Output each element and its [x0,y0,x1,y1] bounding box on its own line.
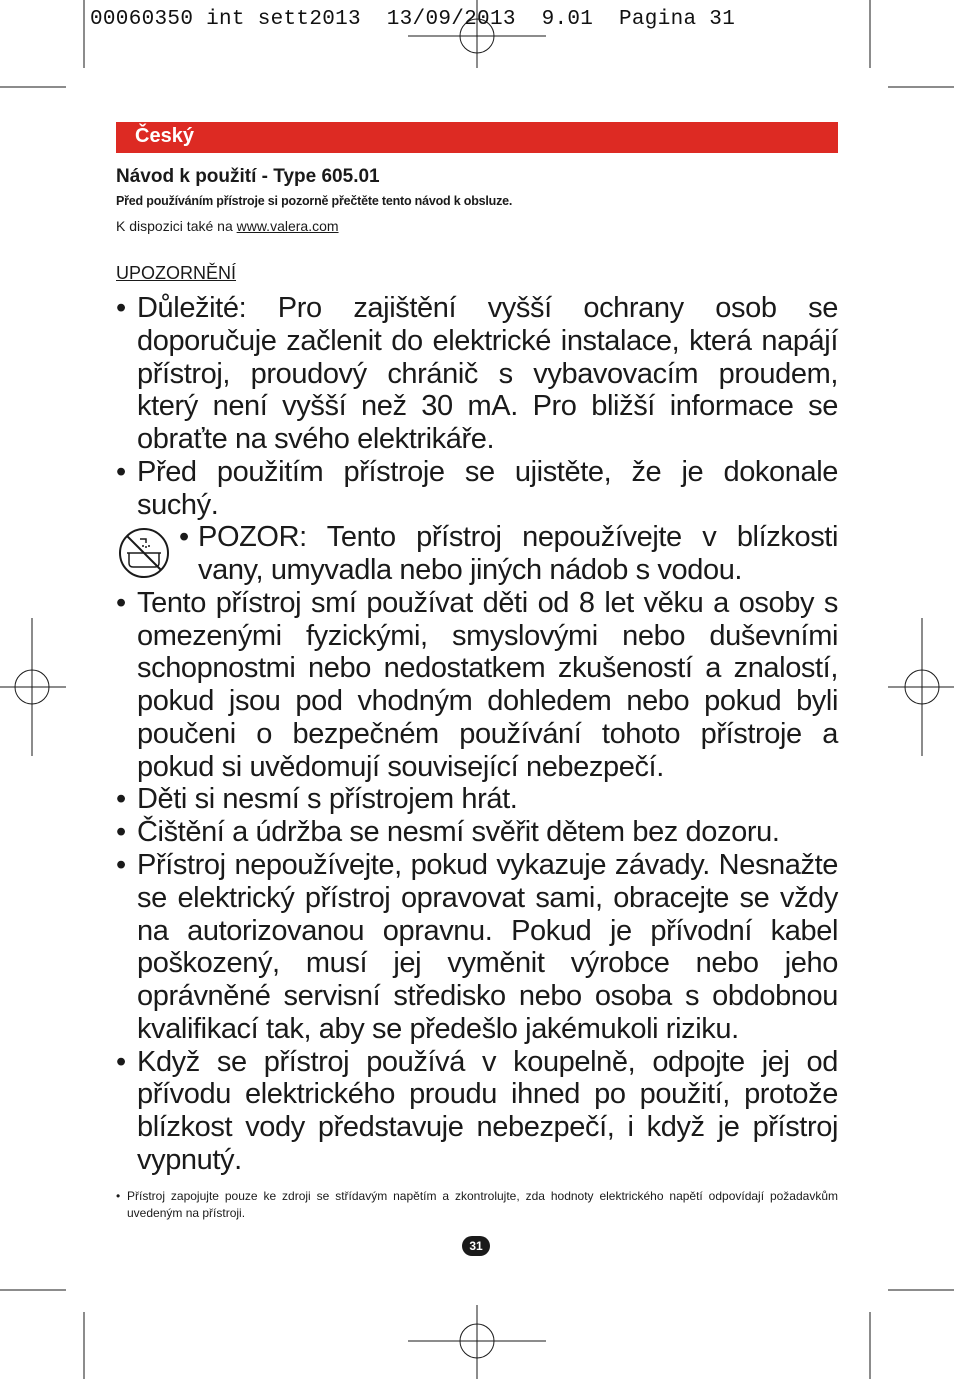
bullet: • [116,586,126,619]
list-item-text: Když se přístroj používá v koupelně, odpojte jej od přívodu elektrického proudu ihned po použití, protože blízkost vody představuje nebezpečí, i když je přístroj vypnutý. [137,1045,838,1176]
list-item [116,849,838,1046]
manual-title: Návod k použití - Type 605.01 [116,166,380,187]
list-item-text: Čištění a údržba se nesmí svěřit dětem bez dozoru. [137,816,780,849]
language-label: Český [135,125,194,147]
bullet: • [116,849,126,882]
website-link[interactable]: www.valera.com [236,218,339,234]
footnote [116,1188,838,1222]
bullet: • [116,1189,121,1203]
list-item [116,816,838,849]
footnote-text: Přístroj zapojujte pouze ke zdroji se střídavým napětím a zkontrolujte, zda hodnoty elektrického napětí odpovídají požadavkům uvedeným na přístroji. [127,1189,838,1220]
bullet: • [116,292,126,324]
printer-slug: 00060350 int sett2013 13/09/2013 9.01 Pagina 31 [90,8,736,31]
availability-line [116,218,339,234]
list-item-text: Před použitím přístroje se ujistěte, že je dokonale suchý. [137,455,838,521]
list-item-text: Přístroj nepoužívejte, pokud vykazuje závady. Nesnažte se elektrický přístroj opravovat sami, obracejte se vždy na autorizovanou opravnu. Pokud je přívodní kabel poškozený, musí jej vyměnit výrobce nebo jeho oprávněné servisní středisko nebo osoba s obdobnou kvalifikací tak, aby se předešlo jakémukoli riziku. [137,849,838,1045]
bullet: • [116,455,126,488]
list-item [116,587,838,784]
bullet: • [116,1045,126,1078]
availability-prefix: K dispozici také na [116,218,237,234]
no-water-bathtub-icon [116,525,172,581]
list-item-text: Děti si nesmí s přístrojem hrát. [137,783,518,816]
language-bar [116,122,838,153]
bullet: • [116,816,126,849]
list-item [116,292,838,456]
list-item-text: POZOR: Tento přístroj nepoužívejte v blízkosti vany, umyvadla nebo jiných nádob s vodou. [198,521,838,587]
warning-list [116,292,838,1177]
list-item-text: Důležité: Pro zajištění vyšší ochrany osob se doporučuje začlenit do elektrické instalace, která napájí přístroj, proudový chránič s vybavovacím proudem, který není vyšší než 30 mA. Pro bližší informace se obraťte na svého elektrikáře. [137,292,838,456]
list-item [116,783,838,816]
list-item [116,1046,838,1177]
bullet: • [179,521,189,554]
page-number-badge: 31 [462,1236,490,1256]
warning-heading: UPOZORNĚNÍ [116,263,237,283]
list-item-with-icon [116,521,838,587]
manual-subtitle: Před používáním přístroje si pozorně přečtěte tento návod k obsluze. [116,194,513,208]
list-item [116,456,838,522]
bullet: • [116,783,126,816]
list-item-text: Tento přístroj smí používat děti od 8 let věku a osoby s omezenými fyzickými, smyslovými nebo duševními schopnostmi nebo nedostatkem zkušeností a znalostí, pokud jsou pod vhodným dohledem nebo pokud byli poučeni o bezpečném používání tohoto přístroje a pokud si uvědomují související nebezpečí. [137,586,838,783]
